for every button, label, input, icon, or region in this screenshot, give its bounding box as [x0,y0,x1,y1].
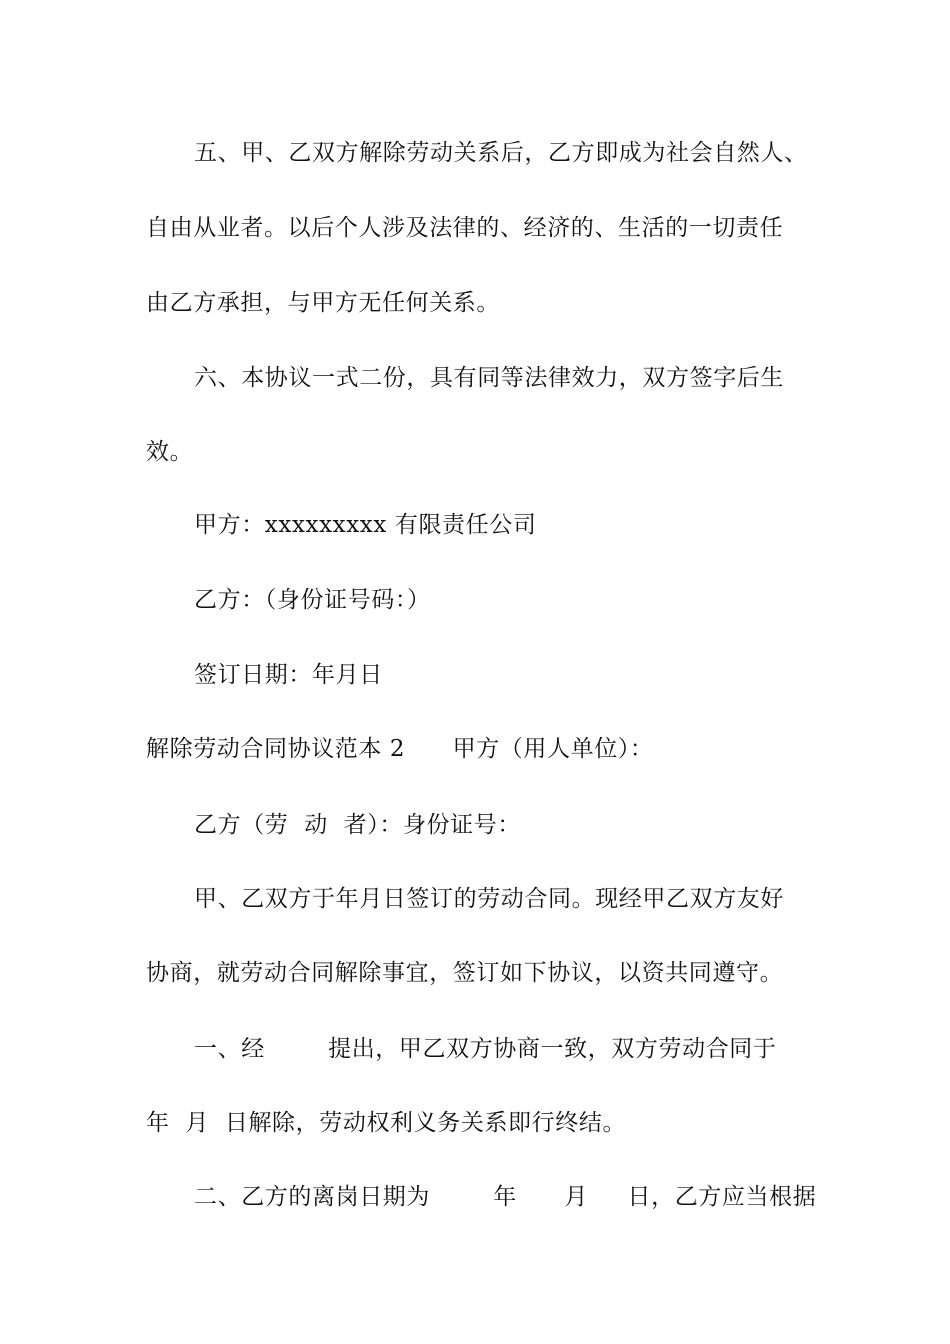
clause-2-line-1: 二、乙方的离岗日期为 年 月 日，乙方应当根据 [194,1184,817,1210]
clause-1-line-2: 年 月 日解除，劳动权利义务关系即行终结。 [146,1110,627,1136]
signing-date-line: 签订日期：年月日 [194,662,383,688]
clause-5-line-1: 五、甲、乙双方解除劳动关系后，乙方即成为社会自然人、 [194,140,808,166]
employee-line: 乙方（劳 动 者）：身份证号： [194,812,521,838]
clause-6-line-2: 效。 [146,439,194,465]
clause-1-line-1: 一、经 提出，甲乙双方协商一致，双方劳动合同于 [194,1036,777,1062]
clause-5-line-3: 由乙方承担，与甲方无任何关系。 [146,290,500,316]
template-2-heading: 解除劳动合同协议范本 2 甲方（用人单位）： [146,736,654,762]
party-a-line: 甲方：xxxxxxxxx 有限责任公司 [194,512,537,538]
party-b-line: 乙方：（身份证号码：） [194,587,431,613]
clause-6-line-1: 六、本协议一式二份，具有同等法律效力，双方签字后生 [194,365,784,391]
intro-line-2: 协商，就劳动合同解除事宜，签订如下协议，以资共同遵守。 [146,960,784,986]
intro-line-1: 甲、乙双方于年月日签订的劳动合同。现经甲乙双方友好 [194,886,784,912]
clause-5-line-2: 自由从业者。以后个人涉及法律的、经济的、生活的一切责任 [146,215,784,241]
